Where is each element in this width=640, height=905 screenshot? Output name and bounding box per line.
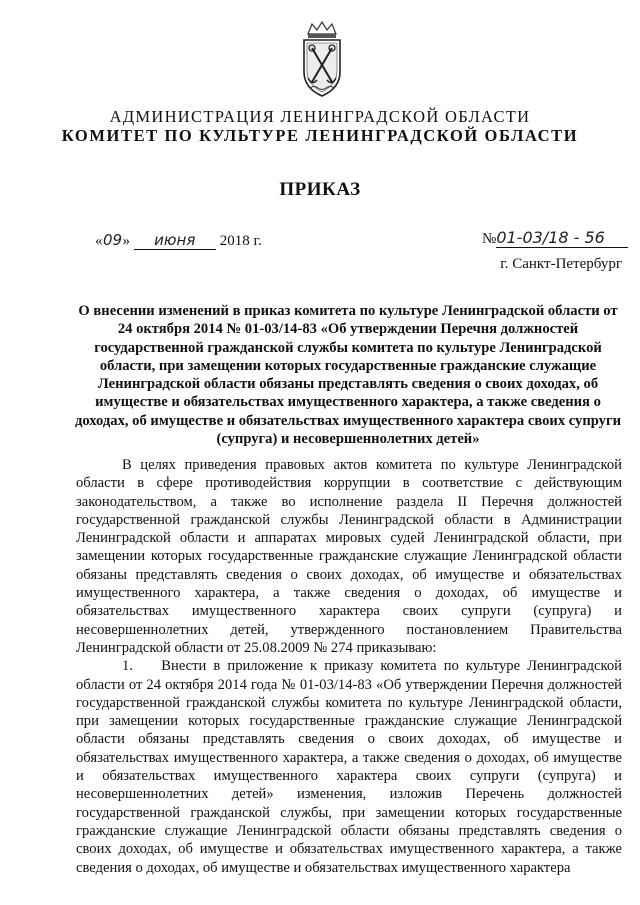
body-paragraph: В целях приведения правовых актов комитета по культуре Ленинградской области в сфере противодействия коррупции в соответствие с действующим законодательством, а также во исполнение раздела II Перечня должностей государственной гражданской службы Ленинградской области в Администрации Ленинградской области и аппаратах мировых судей Ленинградской области, при замещении которых государственные гражданские служащие Ленинградской области обязаны представлять сведения о своих доходах, об имуществе и обязательствах имущественного характера, а также сведения о доходах, об имуществе и обязательствах имущественного характера своих супруги (супруга) и несовершеннолетних детей, утвержденного постановлением Правительства Ленинградской области от 25.08.2009 № 274 приказываю: — [76, 457, 622, 656]
document-subject: О внесении изменений в приказ комитета по культуре Ленинградской области от 24 октября 2014 № 01-03/14-83 «Об утверждении Перечня должностей государственной гражданской службы комитета по культуре Ленинградской области, при замещении которых государственные гражданские служащие Ленинградской области обязаны представлять сведения о своих доходах, об имуществе и обязательствах имущественного характера, а также сведения о доходах, об имуществе и обязательствах имущественного характера своих супруги (супруга) и несовершеннолетних детей» — [74, 303, 622, 448]
date-month: июня — [134, 231, 216, 250]
date-open-quote: « — [95, 233, 103, 249]
date-day: 09 — [102, 231, 123, 249]
document-number — [482, 228, 628, 248]
body-paragraph: 1. Внести в приложение к приказу комитета по культуре Ленинградской области от 24 октября 2014 года № 01-03/14-83 «Об утверждении Перечня должностей государственной гражданской службы комитета по культуре Ленинградской области, при замещении которых государственные гражданские служащие Ленинградской области обязаны представлять сведения о своих доходах, об имуществе и обязательствах имущественного характера, а также сведения о доходах, об имуществе и обязательствах имущественного характера своих супруги (супруга) и несовершеннолетних детей» изменения, изложив Перечень должностей государственной гражданской службы, при замещении которых государственные гражданские служащие Ленинградской области обязаны представлять сведения о своих доходах, об имуществе и обязательствах имущественного характера, а также сведения о доходах, об имуществе и обязательствах имущественного характера — [76, 658, 622, 876]
document-title: ПРИКАЗ — [279, 179, 361, 200]
date-close-quote: » — [122, 233, 130, 249]
city: г. Санкт-Петербург — [500, 256, 622, 272]
date-year: 2018 г. — [219, 233, 262, 249]
number-prefix: № — [482, 231, 497, 247]
coat-of-arms-icon — [298, 20, 346, 98]
organization-name: АДМИНИСТРАЦИЯ ЛЕНИНГРАДСКОЙ ОБЛАСТИ — [109, 107, 531, 126]
committee-name: КОМИТЕТ ПО КУЛЬТУРЕ ЛЕНИНГРАДСКОЙ ОБЛАСТИ — [61, 126, 579, 145]
document-date — [95, 231, 262, 250]
document-body — [76, 456, 622, 877]
number-value: 01-03/18 - 56 — [496, 228, 628, 248]
